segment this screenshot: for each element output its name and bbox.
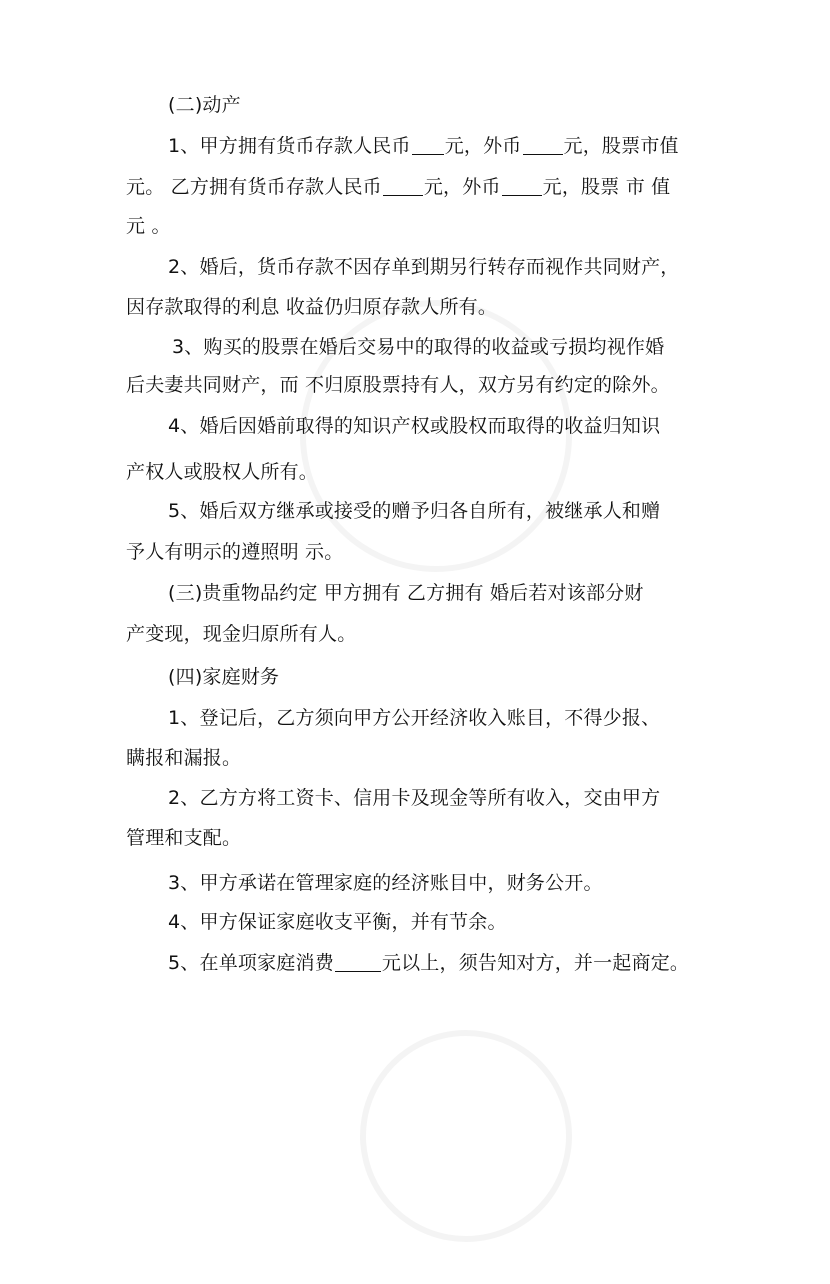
blank-foreign-b bbox=[502, 175, 542, 196]
text: 元，外币 bbox=[423, 176, 501, 198]
paragraph-4-line-2: 产权人或股权人所有。 bbox=[126, 461, 319, 483]
section-4-title: (四)家庭财务 bbox=[168, 666, 280, 688]
paragraph-2-line-2: 因存款取得的利息 收益仍归原存款人所有。 bbox=[126, 296, 498, 318]
text: 元。 乙方拥有货币存款人民币 bbox=[126, 176, 382, 198]
finance-1-line-2: 瞒报和漏报。 bbox=[126, 747, 242, 769]
text: 元，外币 bbox=[444, 135, 522, 157]
paragraph-1-line-3: 元 。 bbox=[126, 215, 171, 237]
paragraph-3-line-1: 3、购买的股票在婚后交易中的取得的收益或亏损均视作婚 bbox=[172, 336, 665, 358]
finance-4: 4、甲方保证家庭收支平衡，并有节余。 bbox=[168, 911, 507, 933]
text: 元，股票 市 值 bbox=[542, 176, 671, 198]
section-2-title: (二)动产 bbox=[168, 94, 241, 116]
paragraph-1-line-2 bbox=[126, 174, 716, 200]
finance-5 bbox=[168, 950, 716, 976]
blank-rmb-b bbox=[383, 175, 423, 196]
paragraph-5-line-1: 5、婚后双方继承或接受的赠予归各自所有，被继承人和赠 bbox=[168, 500, 661, 522]
text: 5、在单项家庭消费 bbox=[168, 952, 334, 974]
finance-1-line-1: 1、登记后，乙方须向甲方公开经济收入账目，不得少报、 bbox=[168, 707, 661, 729]
paragraph-3-line-2: 后夫妻共同财产，而 不归原股票持有人，双方另有约定的除外。 bbox=[126, 374, 670, 396]
paragraph-5-line-2: 予人有明示的遵照明 示。 bbox=[126, 541, 344, 563]
paragraph-4-line-1: 4、婚后因婚前取得的知识产权或股权而取得的收益归知识 bbox=[168, 415, 661, 437]
finance-2-line-2: 管理和支配。 bbox=[126, 827, 242, 849]
blank-amount bbox=[335, 951, 381, 972]
text: 元，股票市值 bbox=[563, 135, 679, 157]
blank-foreign-a bbox=[523, 134, 563, 155]
paragraph-2-line-1: 2、婚后，货币存款不因存单到期另行转存而视作共同财产， bbox=[168, 256, 680, 278]
watermark-seal-bottom bbox=[318, 988, 613, 1283]
finance-2-line-1: 2、乙方方将工资卡、信用卡及现金等所有收入，交由甲方 bbox=[168, 787, 661, 809]
paragraph-1-line-1 bbox=[168, 133, 716, 159]
blank-rmb-a bbox=[412, 134, 444, 155]
section-3-line-1: (三)贵重物品约定 甲方拥有 乙方拥有 婚后若对该部分财 bbox=[168, 582, 644, 604]
finance-3: 3、甲方承诺在管理家庭的经济账目中，财务公开。 bbox=[168, 872, 603, 894]
text: 元以上，须告知对方，并一起商定。 bbox=[381, 952, 690, 974]
section-3-line-2: 产变现，现金归原所有人。 bbox=[126, 623, 357, 645]
text: 1、甲方拥有货币存款人民币 bbox=[168, 135, 411, 157]
